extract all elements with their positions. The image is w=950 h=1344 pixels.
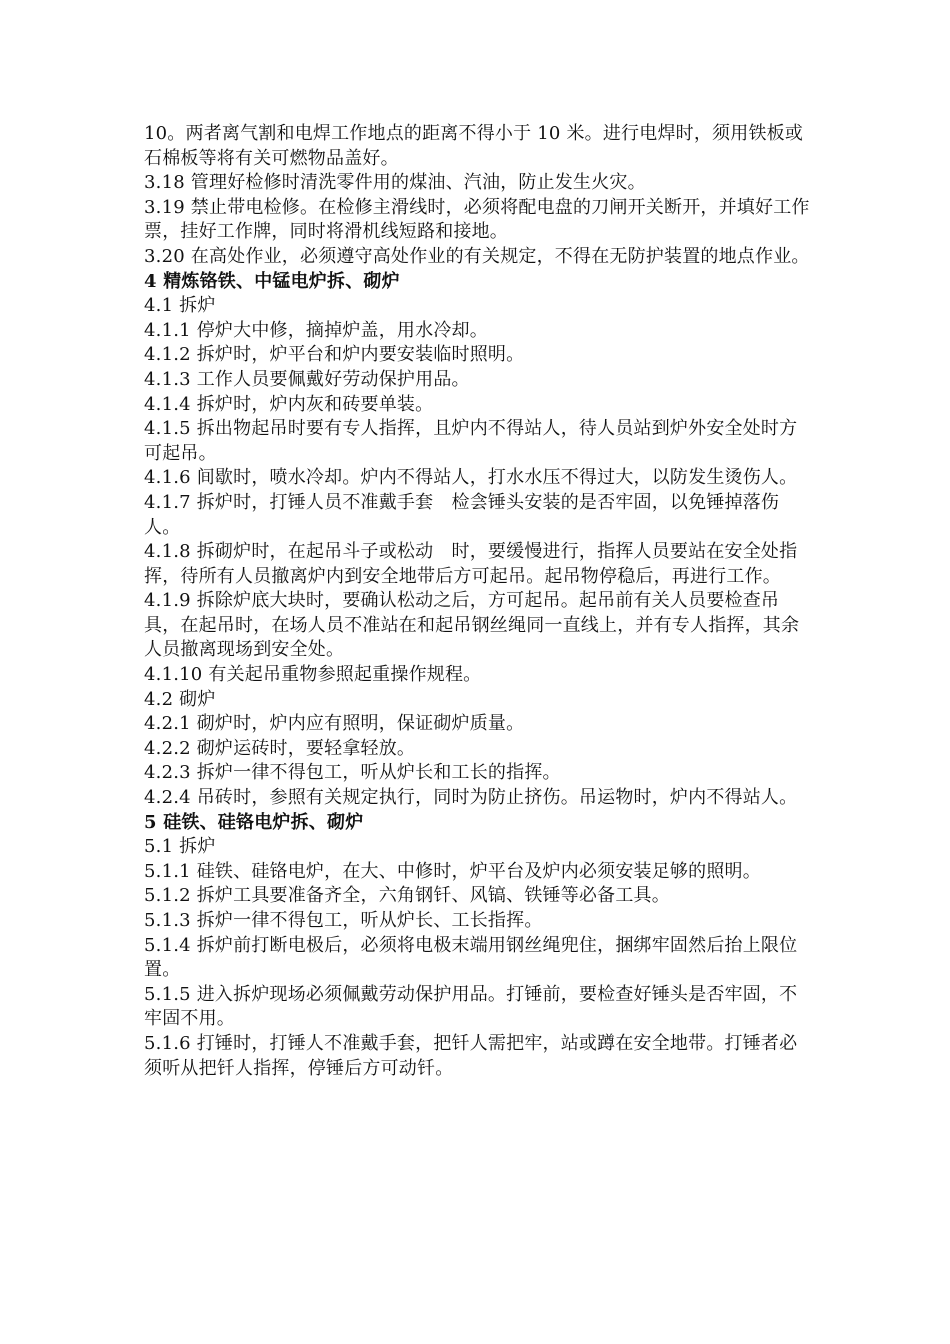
paragraph: 5.1.5 进入拆炉现场必须佩戴劳动保护用品。打锤前，要检查好锤头是否牢固，不牢固不用。 — [144, 983, 798, 1030]
paragraph: 4.1.8 拆砌炉时，在起吊斗子或松动 时，要缓慢进行，指挥人员要站在安全处指挥，待所有人员撤离炉内到安全地带后方可起吊。起吊物停稳后，再进行工作。 — [144, 541, 798, 587]
subsection-heading: 4.2 砌炉 — [144, 688, 216, 710]
paragraph: 4.1.4 拆炉时，炉内灰和砖要单装。 — [144, 393, 434, 415]
paragraph: 5.1.3 拆炉一律不得包工，听从炉长、工长指挥。 — [144, 910, 543, 931]
paragraph: 4.1.3 工作人员要佩戴好劳动保护用品。 — [144, 368, 470, 390]
section-heading: 5 硅铁、硅铬电炉拆、砌炉 — [144, 811, 364, 833]
paragraph: 4.1.2 拆炉时，炉平台和炉内要安装临时照明。 — [144, 344, 525, 366]
paragraph: 10。两者离气割和电焊工作地点的距离不得小于 10 米。进行电焊时，须用铁板或石棉板等将有关可燃物品盖好。 — [144, 123, 804, 169]
paragraph: 4.1.5 拆出物起吊时要有专人指挥，且炉内不得站人，待人员站到炉外安全处时方可起吊。 — [144, 418, 798, 464]
subsection-heading: 4.1 拆炉 — [144, 295, 216, 317]
paragraph: 3.18 管理好检修时清洗零件用的煤油、汽油，防止发生火灾。 — [144, 172, 646, 194]
paragraph: 4.2.1 砌炉时，炉内应有照明，保证砌炉质量。 — [144, 713, 525, 735]
paragraph: 3.19 禁止带电检修。在检修主滑线时，必须将配电盘的刀闸开关断开，并填好工作票，挂好工作牌，同时将滑机线短路和接地。 — [144, 196, 810, 243]
paragraph: 4.2.2 砌炉运砖时，要轻拿轻放。 — [144, 737, 416, 759]
paragraph: 4.1.6 间歇时，喷水冷却。炉内不得站人，打水水压不得过大，以防发生烫伤人。 — [144, 467, 798, 489]
paragraph: 5.1.6 打锤时，打锤人不准戴手套，把钎人需把牢，站或蹲在安全地带。打锤者必须听从把钎人指挥，停锤后方可动钎。 — [144, 1032, 798, 1079]
paragraph: 4.1.9 拆除炉底大块时，要确认松动之后，方可起吊。起吊前有关人员要检查吊具，在起吊时，在场人员不准站在和起吊钢丝绳同一直线上，并有专人指挥，其余人员撤离现场到安全处。 — [144, 590, 800, 661]
paragraph: 5.1.4 拆炉前打断电极后，必须将电极末端用钢丝绳兜住，捆绑牢固然后抬上限位置。 — [144, 934, 798, 981]
paragraph: 5.1.1 硅铁、硅铬电炉，在大、中修时，炉平台及炉内必须安装足够的照明。 — [144, 860, 761, 882]
paragraph: 5.1.2 拆炉工具要准备齐全，六角钢钎、风镐、铁锤等必备工具。 — [144, 885, 670, 907]
document-body — [144, 122, 814, 1081]
subsection-heading: 5.1 拆炉 — [144, 836, 216, 858]
paragraph: 4.2.3 拆炉一律不得包工，听从炉长和工长的指挥。 — [144, 762, 561, 784]
paragraph: 4.1.7 拆炉时，打锤人员不准戴手套 检侌锤头安装的是否牢固，以免锤掉落伤人。 — [144, 491, 780, 538]
section-heading: 4 精炼铬铁、中锰电炉拆、砌炉 — [144, 270, 400, 292]
paragraph: 4.1.10 有关起吊重物参照起重操作规程。 — [144, 664, 482, 686]
paragraph: 4.1.1 停炉大中修，摘掉炉盖，用水冷却。 — [144, 319, 488, 341]
paragraph: 4.2.4 吊砖时，参照有关规定执行，同时为防止挤伤。吊运物时，炉内不得站人。 — [144, 787, 798, 809]
paragraph: 3.20 在高处作业，必须遵守高处作业的有关规定，不得在无防护装置的地点作业。 — [144, 245, 810, 267]
